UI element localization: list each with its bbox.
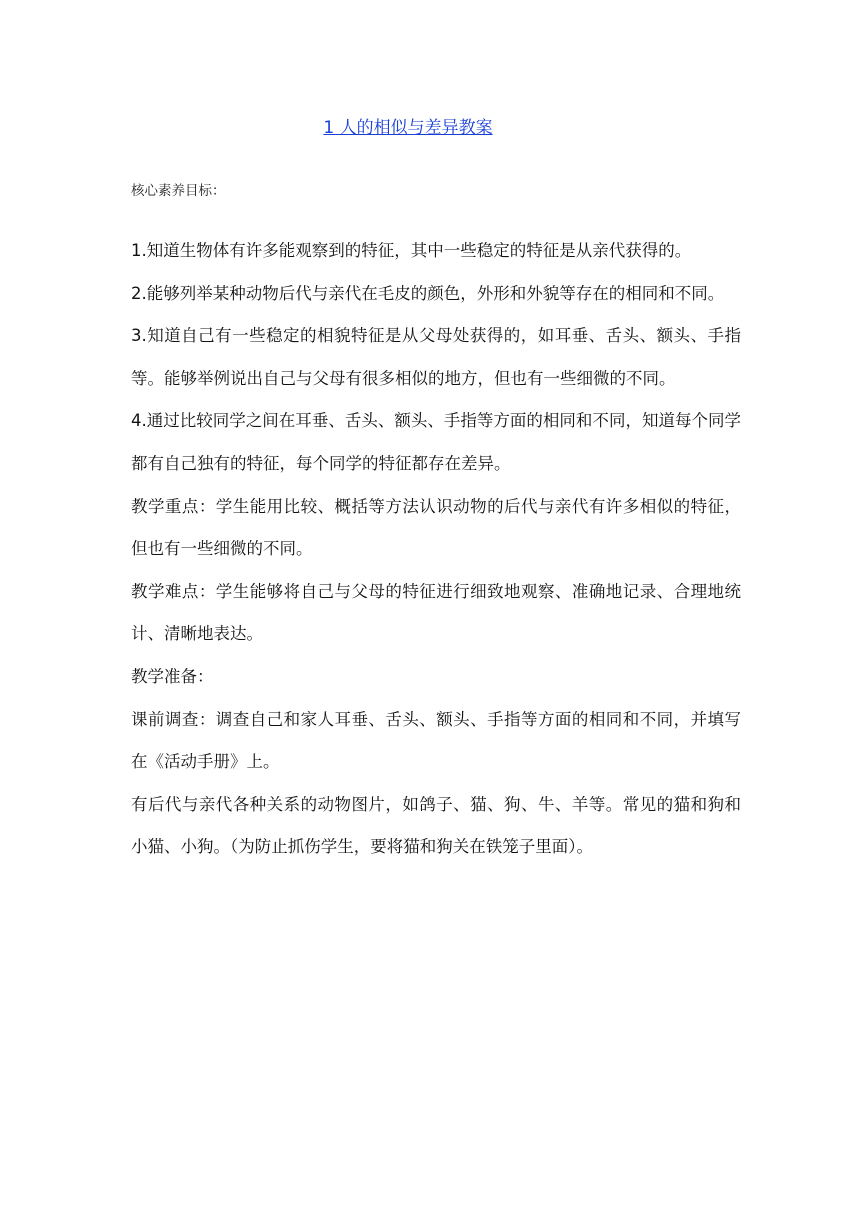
animal-pictures-note: 有后代与亲代各种关系的动物图片，如鸽子、猫、狗、牛、羊等。常见的猫和狗和小猫、小狗。（为防止抓伤学生，要将猫和狗关在铁笼子里面）。 — [131, 794, 741, 857]
section-label: 核心素养目标： — [131, 183, 226, 199]
objective-paragraph-3: 3.知道自己有一些稳定的相貌特征是从父母处获得的，如耳垂、舌头、额头、手指等。能够举例说出自己与父母有很多相似的地方，但也有一些细微的不同。 — [131, 326, 741, 388]
objective-paragraph-1: 1.知道生物体有许多能观察到的特征，其中一些稳定的特征是从亲代获得的。 — [131, 241, 692, 260]
objective-paragraph-4: 4.通过比较同学之间在耳垂、舌头、额头、手指等方面的相同和不同，知道每个同学都有自己独有的特征，每个同学的特征都存在差异。 — [131, 411, 741, 473]
objective-paragraph-2: 2.能够列举某种动物后代与亲代在毛皮的颜色，外形和外貌等存在的相同和不同。 — [131, 283, 725, 303]
teaching-key-point: 教学重点：学生能用比较、概括等方法认识动物的后代与亲代有许多相似的特征，但也有一些细微的不同。 — [131, 496, 741, 559]
document-body — [131, 230, 741, 869]
document-title[interactable]: 1 人的相似与差异教案 — [323, 118, 493, 138]
pre-class-survey: 课前调查：调查自己和家人耳垂、舌头、额头、手指等方面的相同和不同，并填写在《活动手册》上。 — [131, 709, 741, 772]
teaching-difficulty: 教学难点：学生能够将自己与父母的特征进行细致地观察、准确地记录、合理地统计、清晰地表达。 — [131, 581, 741, 644]
teaching-preparation-heading: 教学准备： — [131, 666, 214, 686]
